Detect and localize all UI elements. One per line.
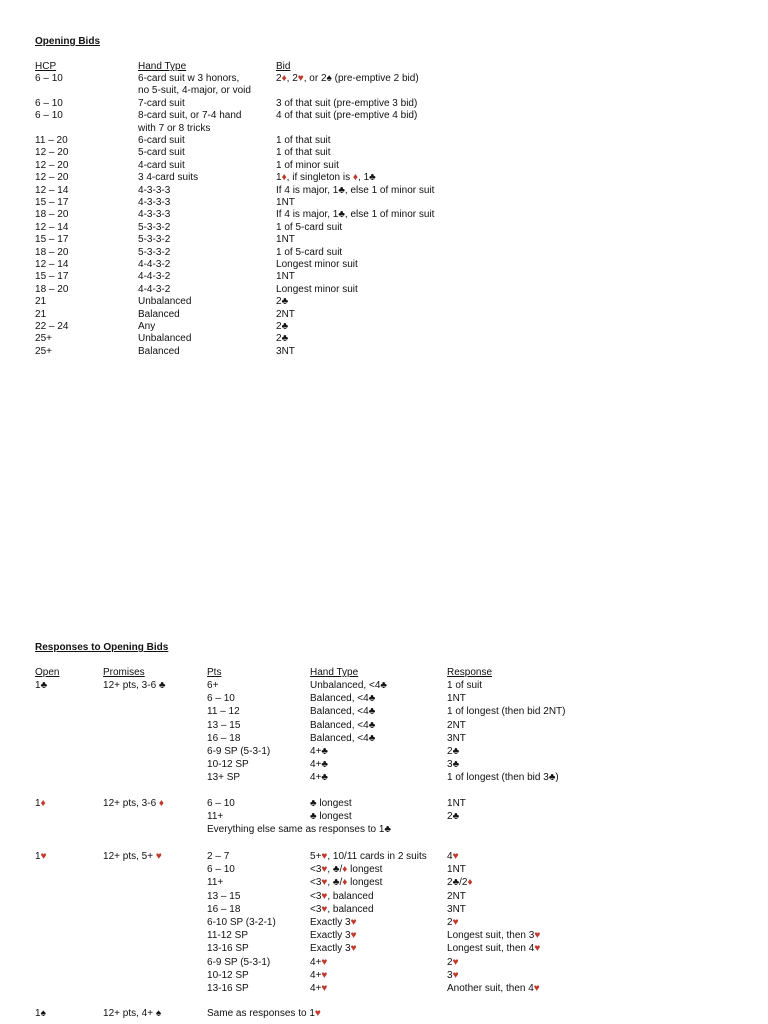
hcp-cell: 18 – 20 xyxy=(35,246,69,258)
group-note: Everything else same as responses to 1♣ xyxy=(207,824,391,836)
bid-cell: 1 of that suit xyxy=(276,147,331,159)
hcp-cell: 12 – 20 xyxy=(35,147,69,159)
response-cell: 1 of suit xyxy=(447,680,483,691)
hcp-cell: 21 xyxy=(35,308,47,320)
hand-type-cell: 5-3-3-2 xyxy=(138,221,171,233)
bid-cell: 1NT xyxy=(276,197,295,208)
bid-cell: If 4 is major, 1♣, else 1 of minor suit xyxy=(276,209,435,221)
bid-cell: 1♦, if singleton is ♦, 1♣ xyxy=(276,172,376,184)
header-hand-type-resp: Hand Type xyxy=(310,667,359,678)
hcp-cell: 21 xyxy=(35,296,47,308)
response-cell: 2NT xyxy=(447,890,466,902)
bid-cell: 2NT xyxy=(276,308,295,320)
header-pts: Pts xyxy=(207,667,222,678)
response-cell: 3NT xyxy=(447,732,466,744)
hand-type-cell: Exactly 3♥ xyxy=(310,917,357,928)
bid-cell: 1 of that suit xyxy=(276,135,331,146)
pts-cell: 6-10 SP (3-2-1) xyxy=(207,917,276,928)
bid-cell: 3 of that suit (pre-emptive 3 bid) xyxy=(276,97,418,109)
response-cell: 2NT xyxy=(447,719,466,731)
hcp-cell: 6 – 10 xyxy=(35,73,63,84)
hand-type-cell: 4+♥ xyxy=(310,956,328,968)
hand-type-cell: <3♥, balanced xyxy=(310,903,374,915)
pts-cell: 6-9 SP (5-3-1) xyxy=(207,956,271,968)
header-response: Response xyxy=(447,667,493,678)
group-note: Same as responses to 1♥ xyxy=(207,1008,321,1019)
response-cell: 4♥ xyxy=(447,851,459,862)
hand-type-cell: Unbalanced, <4♣ xyxy=(310,680,387,691)
hcp-cell: 6 – 10 xyxy=(35,110,63,122)
hand-type-cell: 8-card suit, or 7-4 hand xyxy=(138,110,242,122)
hand-type-cell: Any xyxy=(138,321,156,332)
response-cell: 2♥ xyxy=(447,917,459,928)
open-bid-cell: 1♠ xyxy=(35,1008,46,1019)
pts-cell: 11+ xyxy=(207,811,224,823)
bid-cell: Longest minor suit xyxy=(276,259,358,270)
response-cell: 2♣/2♦ xyxy=(447,877,473,889)
response-cell: 3♥ xyxy=(447,969,459,981)
response-cell: 1NT xyxy=(447,864,466,876)
promises-cell: 12+ pts, 4+ ♠ xyxy=(103,1008,162,1019)
pts-cell: 13 – 15 xyxy=(207,890,241,902)
hand-type-cell: 6-card suit w 3 honors, xyxy=(138,73,240,84)
hcp-cell: 18 – 20 xyxy=(35,209,69,221)
header-promises: Promises xyxy=(103,667,145,678)
response-cell: Longest suit, then 4♥ xyxy=(447,943,541,955)
response-cell: 1 of longest (then bid 2NT) xyxy=(447,706,566,718)
pts-cell: 6 – 10 xyxy=(207,693,235,705)
hand-type-cell: Exactly 3♥ xyxy=(310,943,357,955)
response-cell: 2♣ xyxy=(447,746,460,757)
header-bid: Bid xyxy=(276,61,291,72)
hand-type-cell: no 5-suit, 4-major, or void xyxy=(138,85,251,97)
hcp-cell: 12 – 20 xyxy=(35,159,69,171)
hand-type-cell: 5-3-3-2 xyxy=(138,234,171,246)
hand-type-cell: 4+♣ xyxy=(310,772,328,784)
pts-cell: 2 – 7 xyxy=(207,851,230,862)
hand-type-cell: Balanced, <4♣ xyxy=(310,732,376,744)
hand-type-cell: 4+♣ xyxy=(310,746,328,757)
opening-bids-title: Opening Bids xyxy=(35,36,100,47)
hand-type-cell: Balanced xyxy=(138,345,180,357)
hcp-cell: 15 – 17 xyxy=(35,197,69,208)
hand-type-cell: 3 4-card suits xyxy=(138,172,199,184)
hand-type-cell: 4-4-3-2 xyxy=(138,271,171,283)
bid-cell: 1 of minor suit xyxy=(276,159,339,171)
responses-title: Responses to Opening Bids xyxy=(35,642,169,653)
bid-cell: 1 of 5-card suit xyxy=(276,246,343,258)
bid-cell: Longest minor suit xyxy=(276,283,358,295)
hand-type-cell: 4+♣ xyxy=(310,759,328,771)
header-hand-type: Hand Type xyxy=(138,61,187,72)
header-open: Open xyxy=(35,667,60,678)
open-bid-cell: 1♦ xyxy=(35,798,46,809)
hcp-cell: 12 – 14 xyxy=(35,259,69,270)
hand-type-cell: 4+♥ xyxy=(310,983,328,994)
response-cell: 1 of longest (then bid 3♣) xyxy=(447,772,559,784)
hand-type-cell: with 7 or 8 tricks xyxy=(138,122,211,134)
pts-cell: 11+ xyxy=(207,877,224,889)
open-bid-cell: 1♥ xyxy=(35,851,47,862)
pts-cell: 13 – 15 xyxy=(207,719,241,731)
hand-type-cell: <3♥, ♣/♦ longest xyxy=(310,877,383,889)
hcp-cell: 12 – 20 xyxy=(35,172,69,184)
bid-cell: 2♣ xyxy=(276,321,289,332)
bid-cell: 3NT xyxy=(276,345,295,357)
hcp-cell: 15 – 17 xyxy=(35,234,69,246)
hand-type-cell: Balanced xyxy=(138,308,180,320)
hand-type-cell: Balanced, <4♣ xyxy=(310,706,376,718)
promises-cell: 12+ pts, 5+ ♥ xyxy=(103,851,162,862)
hand-type-cell: 4-4-3-2 xyxy=(138,283,171,295)
pts-cell: 13-16 SP xyxy=(207,983,249,994)
hand-type-cell: Unbalanced xyxy=(138,333,192,345)
bid-cell: 2♣ xyxy=(276,296,289,308)
bid-cell: 1NT xyxy=(276,271,295,283)
hand-type-cell: 4-4-3-2 xyxy=(138,259,171,270)
hand-type-cell: 5-3-3-2 xyxy=(138,246,171,258)
bid-cell: 2♦, 2♥, or 2♠ (pre-emptive 2 bid) xyxy=(276,73,419,84)
pts-cell: 13-16 SP xyxy=(207,943,249,955)
hcp-cell: 22 – 24 xyxy=(35,321,69,332)
hcp-cell: 25+ xyxy=(35,333,52,345)
hcp-cell: 11 – 20 xyxy=(35,135,68,146)
hand-type-cell: 5+♥, 10/11 cards in 2 suits xyxy=(310,851,427,862)
promises-cell: 12+ pts, 3-6 ♦ xyxy=(103,798,165,809)
hcp-cell: 12 – 14 xyxy=(35,184,69,196)
pts-cell: 11 – 12 xyxy=(207,706,240,718)
hand-type-cell: ♣ longest xyxy=(310,798,352,809)
pts-cell: 6 – 10 xyxy=(207,864,235,876)
promises-cell: 12+ pts, 3-6 ♣ xyxy=(103,680,166,691)
hand-type-cell: 7-card suit xyxy=(138,97,185,109)
hand-type-cell: 6-card suit xyxy=(138,135,185,146)
hand-type-cell: 4-3-3-3 xyxy=(138,197,171,208)
pts-cell: 6+ xyxy=(207,680,219,691)
hand-type-cell: Unbalanced xyxy=(138,296,192,308)
hand-type-cell: <3♥, balanced xyxy=(310,890,374,902)
response-cell: Longest suit, then 3♥ xyxy=(447,930,541,942)
hand-type-cell: Balanced, <4♣ xyxy=(310,719,376,731)
hand-type-cell: <3♥, ♣/♦ longest xyxy=(310,864,383,876)
hcp-cell: 6 – 10 xyxy=(35,97,63,109)
pts-cell: 6-9 SP (5-3-1) xyxy=(207,746,271,757)
hcp-cell: 15 – 17 xyxy=(35,271,69,283)
bid-cell: 2♣ xyxy=(276,333,289,345)
hand-type-cell: Balanced, <4♣ xyxy=(310,693,376,705)
open-bid-cell: 1♣ xyxy=(35,680,48,691)
pts-cell: 13+ SP xyxy=(207,772,241,784)
response-cell: 1NT xyxy=(447,798,466,809)
hand-type-cell: ♣ longest xyxy=(310,811,352,823)
response-cell: 3NT xyxy=(447,903,466,915)
bid-cell: 4 of that suit (pre-emptive 4 bid) xyxy=(276,110,418,122)
pts-cell: 6 – 10 xyxy=(207,798,235,809)
hcp-cell: 12 – 14 xyxy=(35,221,69,233)
pts-cell: 11-12 SP xyxy=(207,930,248,942)
hand-type-cell: 4-3-3-3 xyxy=(138,209,171,221)
pts-cell: 16 – 18 xyxy=(207,903,241,915)
response-cell: 2♥ xyxy=(447,956,459,968)
hcp-cell: 25+ xyxy=(35,345,52,357)
hcp-cell: 18 – 20 xyxy=(35,283,69,295)
header-hcp: HCP xyxy=(35,61,57,72)
hand-type-cell: Exactly 3♥ xyxy=(310,930,357,942)
hand-type-cell: 4-3-3-3 xyxy=(138,184,171,196)
bid-cell: If 4 is major, 1♣, else 1 of minor suit xyxy=(276,184,435,196)
response-cell: 3♣ xyxy=(447,759,460,771)
hand-type-cell: 4+♥ xyxy=(310,969,328,981)
bid-cell: 1NT xyxy=(276,234,295,246)
pts-cell: 10-12 SP xyxy=(207,969,249,981)
response-cell: 2♣ xyxy=(447,811,460,823)
bid-cell: 1 of 5-card suit xyxy=(276,221,343,233)
hand-type-cell: 4-card suit xyxy=(138,159,185,171)
pts-cell: 10-12 SP xyxy=(207,759,249,771)
response-cell: Another suit, then 4♥ xyxy=(447,983,540,994)
hand-type-cell: 5-card suit xyxy=(138,147,185,159)
response-cell: 1NT xyxy=(447,693,466,705)
pts-cell: 16 – 18 xyxy=(207,732,241,744)
